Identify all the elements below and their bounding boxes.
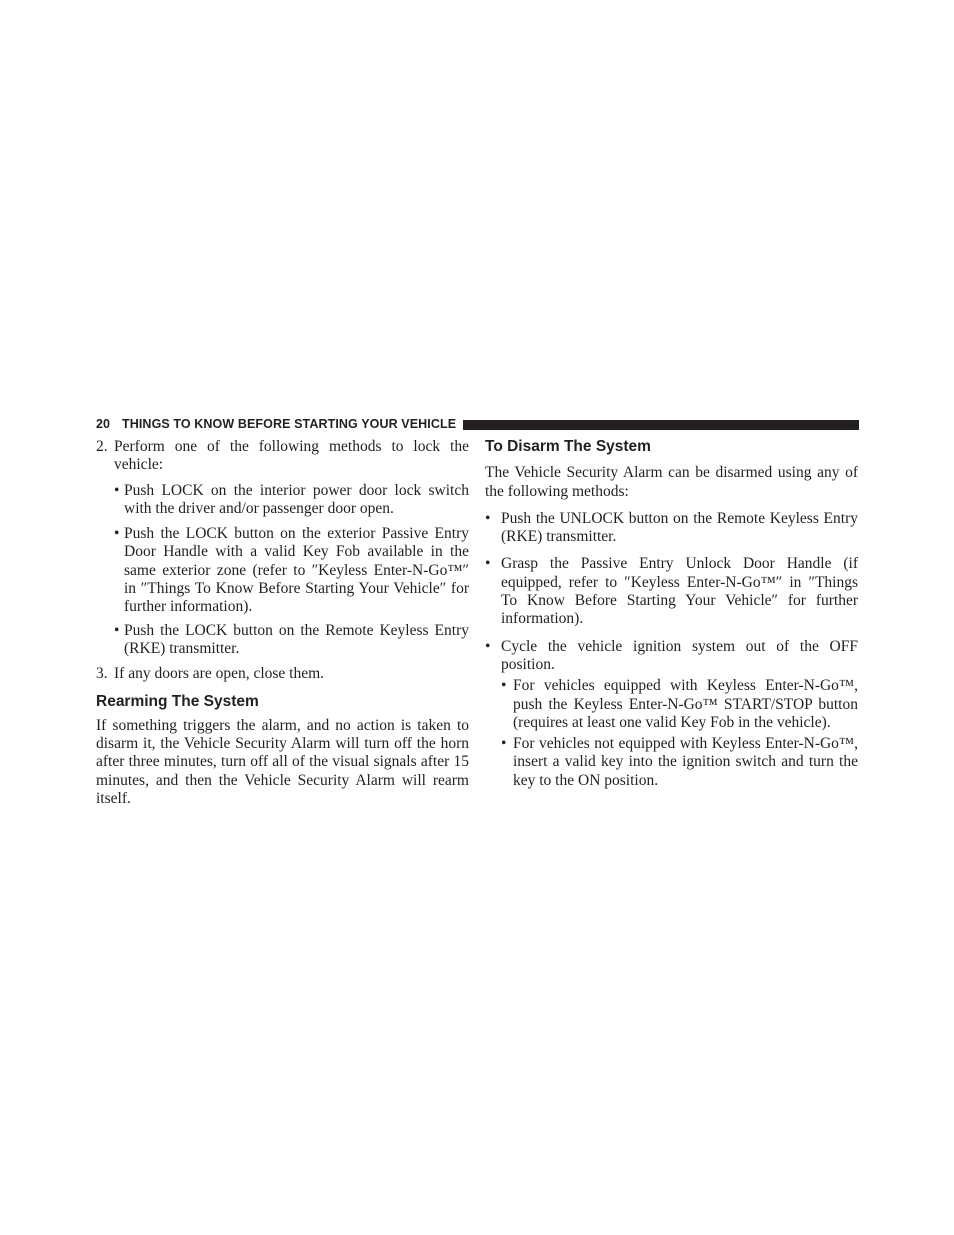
step-text: Perform one of the following methods to lock the vehicle: bbox=[114, 438, 469, 474]
sub-list-item-text: For vehicles not equipped with Keyless Enter-N-Go™, insert a valid key into the ignition switch and turn the key to the ON position. bbox=[513, 735, 858, 789]
page-number: 20 bbox=[96, 417, 111, 431]
step-2 bbox=[96, 438, 469, 475]
list-item bbox=[114, 525, 469, 616]
list-item-text: Push the UNLOCK button on the Remote Keyless Entry (RKE) transmitter. bbox=[501, 509, 858, 546]
running-header bbox=[96, 416, 859, 434]
sub-list-item-text: For vehicles equipped with Keyless Enter-N-Go™, push the Keyless Enter-N-Go™ START/STOP button (requires at least one valid Key Fob in the vehicle). bbox=[513, 677, 858, 731]
list-item bbox=[485, 638, 858, 675]
bullet-icon: • bbox=[501, 735, 507, 753]
bullet-icon: • bbox=[114, 621, 120, 639]
bullet-icon: • bbox=[114, 525, 120, 543]
bullet-icon: • bbox=[501, 677, 507, 695]
bullet-icon: • bbox=[485, 637, 491, 655]
right-column bbox=[485, 438, 858, 790]
sub-list-item bbox=[501, 677, 858, 732]
sub-list-item bbox=[501, 735, 858, 790]
step-number: 2. bbox=[96, 438, 108, 455]
list-item-text: Push LOCK on the interior power door lock switch with the driver and/or passenger door open. bbox=[124, 481, 469, 517]
left-column bbox=[96, 438, 469, 808]
list-item-text: Grasp the Passive Entry Unlock Door Handle (if equipped, refer to ″Keyless Enter-N-Go™″ in ″Things To Know Before Starting Your Vehicle″ for further information). bbox=[501, 555, 858, 628]
bullet-icon: • bbox=[485, 509, 491, 527]
list-item bbox=[114, 482, 469, 519]
list-item-text: Push the LOCK button on the exterior Passive Entry Door Handle with a valid Key Fob available in the same exterior zone (refer to ″Keyless Enter-N-Go™″ in ″Things To Know Before Starting Your Vehicle″ for further information). bbox=[124, 525, 469, 616]
disarm-heading: To Disarm The System bbox=[485, 438, 651, 455]
chapter-title: THINGS TO KNOW BEFORE STARTING YOUR VEHICLE bbox=[122, 417, 457, 431]
step-text: If any doors are open, close them. bbox=[114, 665, 325, 683]
list-item-text: Cycle the vehicle ignition system out of the OFF position. bbox=[501, 637, 858, 673]
header-rule bbox=[463, 420, 859, 430]
rearming-heading: Rearming The System bbox=[96, 692, 259, 710]
step-3 bbox=[96, 665, 469, 683]
list-item bbox=[114, 622, 469, 659]
disarm-intro: The Vehicle Security Alarm can be disarmed using any of the following methods: bbox=[485, 464, 858, 500]
bullet-icon: • bbox=[485, 555, 491, 573]
list-item-text: Push the LOCK button on the Remote Keyless Entry (RKE) transmitter. bbox=[124, 621, 469, 657]
rearming-paragraph: If something triggers the alarm, and no action is taken to disarm it, the Vehicle Security Alarm will turn off the horn after three minutes, turn off all of the visual signals after 15 minutes, and then the Vehicle Security Alarm will rearm itself. bbox=[96, 716, 469, 808]
list-item bbox=[485, 510, 858, 547]
bullet-icon: • bbox=[114, 481, 120, 499]
list-item bbox=[485, 555, 858, 628]
step-number: 3. bbox=[96, 665, 108, 683]
